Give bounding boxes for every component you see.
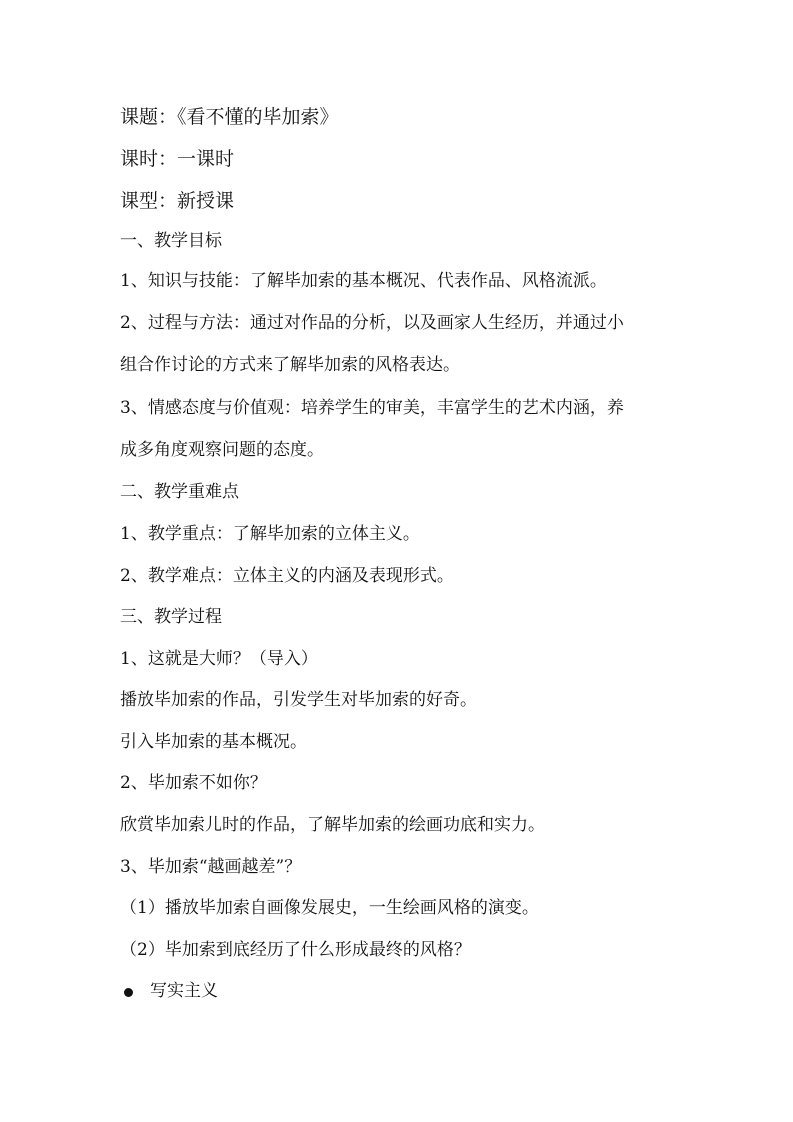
goals-heading: 一、教学目标 <box>120 231 222 251</box>
key-point-2: 2、教学难点：立体主义的内涵及表现形式。 <box>120 566 454 586</box>
step-2: 2、毕加索不如你？ <box>120 773 267 793</box>
step-3: 3、毕加索“越画越差”？ <box>120 857 302 877</box>
step-3-text-a: （1）播放毕加索自画像发展史，一生绘画风格的演变。 <box>120 898 539 918</box>
goal-2-line-1: 2、过程与方法：通过对作品的分析，以及画家人生经历，并通过小 <box>120 313 624 333</box>
lesson-type: 课型：新授课 <box>120 190 235 212</box>
step-1-text-b: 引入毕加索的基本概况。 <box>120 732 307 752</box>
process-heading: 三、教学过程 <box>120 607 222 627</box>
step-3-text-b: （2）毕加索到底经历了什么形成最终的风格？ <box>120 940 471 960</box>
bullet-icon <box>124 988 133 997</box>
bullet-item-1: 写实主义 <box>150 981 218 1001</box>
lesson-period: 课时：一课时 <box>120 148 235 170</box>
step-1-text-a: 播放毕加索的作品，引发学生对毕加索的好奇。 <box>120 690 477 710</box>
goal-1: 1、知识与技能：了解毕加索的基本概况、代表作品、风格流派。 <box>120 271 607 291</box>
goal-3-line-2: 成多角度观察问题的态度。 <box>120 440 324 460</box>
goal-3-line-1: 3、情感态度与价值观：培养学生的审美，丰富学生的艺术内涵，养 <box>120 398 624 418</box>
key-points-heading: 二、教学重难点 <box>120 482 239 502</box>
step-2-text-a: 欣赏毕加索儿时的作品，了解毕加索的绘画功底和实力。 <box>120 815 545 835</box>
lesson-title: 课题：《看不懂的毕加索》 <box>120 106 339 128</box>
key-point-1: 1、教学重点：了解毕加索的立体主义。 <box>120 524 420 544</box>
step-1: 1、这就是大师？（导入） <box>120 649 318 669</box>
goal-2-line-2: 组合作讨论的方式来了解毕加索的风格表达。 <box>120 355 460 375</box>
